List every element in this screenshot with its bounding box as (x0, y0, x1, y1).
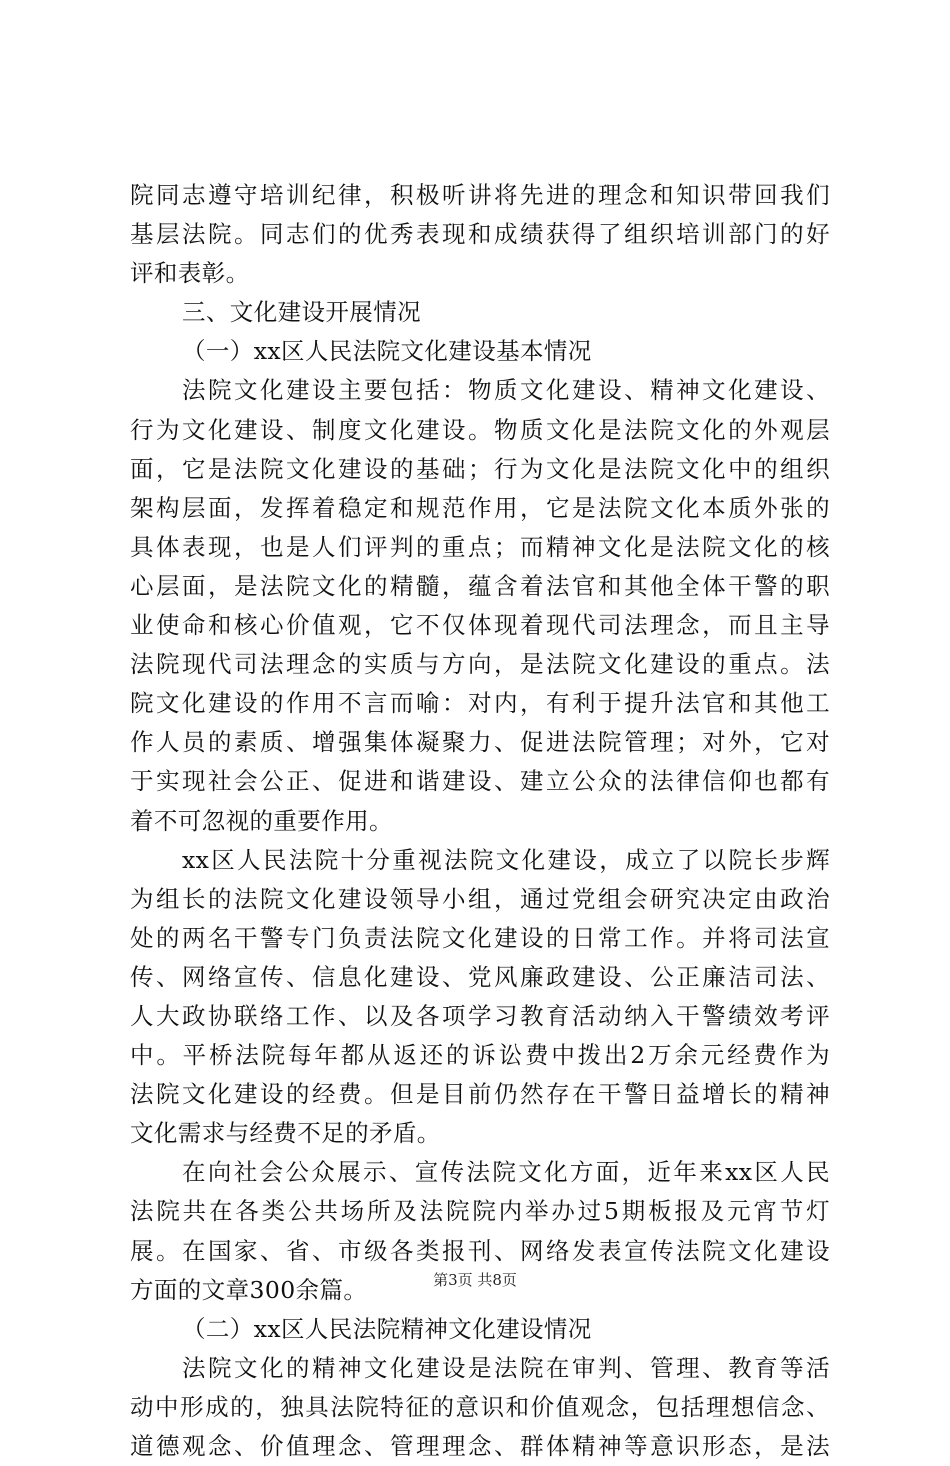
text-line: 具体表现，也是人们评判的重点；而精神文化是法院文化的核 (130, 532, 830, 561)
text-line: 人大政协联络工作、以及各项学习教育活动纳入干警绩效考评 (130, 1001, 830, 1030)
text-line: 在向社会公众展示、宣传法院文化方面，近年来xx区人民 (182, 1158, 830, 1187)
text-line: 处的两名干警专门负责法院文化建设的日常工作。并将司法宣 (130, 923, 830, 952)
text-line: 道德观念、价值理念、管理理念、群体精神等意识形态，是法 (130, 1432, 830, 1460)
text-line: 中。平桥法院每年都从返还的诉讼费中拨出2万余元经费作为 (130, 1041, 830, 1070)
text-line: 作人员的素质、增强集体凝聚力、促进法院管理；对外，它对 (130, 728, 830, 757)
text-line: 业使命和核心价值观，它不仅体现着现代司法理念，而且主导 (130, 611, 830, 640)
page-number-footer: 第3页 共8页 (433, 1271, 517, 1289)
text-line: 院文化建设的作用不言而喻：对内，有利于提升法官和其他工 (130, 689, 830, 718)
text-line: 为组长的法院文化建设领导小组，通过党组会研究决定由政治 (130, 884, 830, 913)
text-line: 行为文化建设、制度文化建设。物质文化是法院文化的外观层 (130, 415, 830, 444)
text-line: 动中形成的，独具法院特征的意识和价值观念，包括理想信念、 (130, 1392, 830, 1421)
text-line: 心层面，是法院文化的精髓，蕴含着法官和其他全体干警的职 (130, 571, 830, 600)
section-heading: 三、文化建设开展情况 (182, 298, 421, 327)
text-line: 于实现社会公正、促进和谐建设、建立公众的法律信仰也都有 (130, 767, 830, 796)
text-line: xx区人民法院十分重视法院文化建设，成立了以院长步辉 (182, 845, 830, 874)
text-line: 传、网络宣传、信息化建设、党风廉政建设、公正廉洁司法、 (130, 962, 830, 991)
subsection-heading: （一）xx区人民法院文化建设基本情况 (182, 337, 592, 366)
text-line: 法院文化建设主要包括：物质文化建设、精神文化建设、 (182, 376, 830, 405)
text-line: 架构层面，发挥着稳定和规范作用，它是法院文化本质外张的 (130, 493, 830, 522)
text-line: 法院共在各类公共场所及法院院内举办过5期板报及元宵节灯 (130, 1197, 830, 1226)
text-line: 文化需求与经费不足的矛盾。 (130, 1119, 441, 1148)
text-line: 方面的文章300余篇。 (130, 1275, 368, 1304)
text-line: 法院文化建设的经费。但是目前仍然存在干警日益增长的精神 (130, 1080, 830, 1109)
text-line: 法院文化的精神文化建设是法院在审判、管理、教育等活 (182, 1353, 830, 1382)
text-line: 面，它是法院文化建设的基础；行为文化是法院文化中的组织 (130, 454, 830, 483)
subsection-heading: （二）xx区人民法院精神文化建设情况 (182, 1314, 592, 1343)
text-line: 法院现代司法理念的实质与方向，是法院文化建设的重点。法 (130, 650, 830, 679)
text-line: 基层法院。同志们的优秀表现和成绩获得了组织培训部门的好 (130, 220, 830, 249)
text-line: 院同志遵守培训纪律，积极听讲将先进的理念和知识带回我们 (130, 181, 830, 209)
text-line: 评和表彰。 (130, 259, 250, 288)
text-line: 着不可忽视的重要作用。 (130, 806, 393, 835)
text-line: 展。在国家、省、市级各类报刊、网络发表宣传法院文化建设 (130, 1236, 830, 1265)
